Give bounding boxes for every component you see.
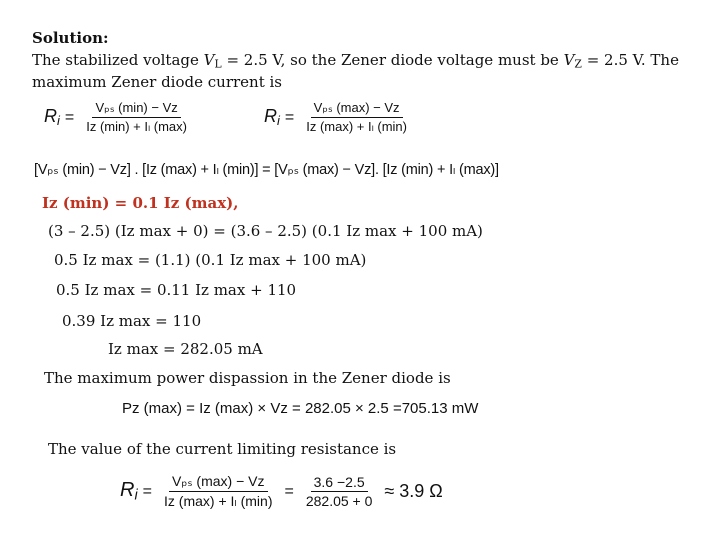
final-equals-1: = (142, 482, 152, 500)
final-equals-2: = (284, 482, 294, 500)
final-value-denominator: 282.05 + 0 (305, 493, 373, 509)
resistance-intro: The value of the current limiting resistance is (48, 440, 397, 458)
final-symbolic-fraction (161, 473, 276, 510)
ri-max-symbol: R (264, 106, 277, 127)
ri-max-equals: = (284, 108, 295, 126)
ri-max-fraction (303, 100, 410, 135)
final-value-numerator: 3.6 −2.5 (311, 474, 368, 492)
ri-min-formula (44, 100, 194, 135)
vz-symbol: V (563, 51, 575, 69)
ri-min-denominator: Iᴢ (min) + Iₗ (max) (86, 119, 187, 134)
intro-part-3: = 2.5 V. The (581, 51, 679, 69)
step-3: 0.5 Iᴢ max = 0.11 Iᴢ max + 110 (56, 281, 297, 299)
intro-line-1 (32, 50, 679, 75)
final-symbolic-numerator: Vₚₛ (max) − Vᴢ (169, 473, 268, 492)
ri-max-denominator: Iᴢ (max) + Iₗ (min) (306, 119, 407, 134)
power-intro: The maximum power dispassion in the Zener diode is (44, 369, 451, 387)
power-equation: Pᴢ (max) = Iᴢ (max) × Vᴢ = 282.05 × 2.5 =705.13 mW (122, 400, 479, 417)
final-ri-lhs (120, 479, 138, 504)
ri-max-formula (264, 100, 414, 135)
ri-min-symbol: R (44, 106, 57, 127)
intro-line-2: maximum Zener diode current is (32, 73, 282, 91)
step-1: (3 – 2.5) (Iᴢ max + 0) = (3.6 – 2.5) (0.1 Iᴢ max + 100 mA) (48, 222, 483, 240)
ri-min-fraction (83, 100, 190, 135)
final-ri-formula (120, 473, 448, 510)
vl-symbol: V (203, 51, 215, 69)
final-ri-sub: i (134, 487, 138, 504)
ri-min-sub: i (57, 113, 60, 129)
final-symbolic-denominator: Iᴢ (max) + Iₗ (min) (164, 493, 273, 509)
intro-part-1: The stabilized voltage (32, 51, 204, 69)
ri-min-numerator: Vₚₛ (min) − Vᴢ (92, 100, 180, 118)
ri-min-lhs (44, 106, 60, 128)
ri-max-sub: i (277, 113, 280, 129)
vz-subscript: Z (574, 57, 582, 71)
final-value-fraction (303, 474, 376, 509)
step-5: Iᴢ max = 282.05 mA (108, 340, 263, 358)
intro-part-2: = 2.5 V, so the Zener diode voltage must be (221, 51, 564, 69)
cross-equation: [Vₚₛ (min) − Vᴢ] . [Iᴢ (max) + Iₗ (min)] = [Vₚₛ (max) − Vᴢ]. [Iᴢ (min) + Iₗ (max)] (34, 162, 499, 178)
final-result: ≈ 3.9 Ω (384, 481, 443, 501)
ri-max-lhs (264, 106, 280, 128)
ri-min-equals: = (64, 108, 75, 126)
vl-subscript: L (214, 57, 222, 71)
step-2: 0.5 Iᴢ max = (1.1) (0.1 Iᴢ max + 100 mA) (54, 251, 367, 269)
final-ri-symbol: R (120, 479, 135, 502)
step-4: 0.39 Iᴢ max = 110 (62, 312, 202, 330)
solution-heading: Solution: (32, 29, 109, 47)
izmin-relation: Iᴢ (min) = 0.1 Iᴢ (max), (42, 194, 239, 212)
ri-max-numerator: Vₚₛ (max) − Vᴢ (311, 100, 403, 118)
